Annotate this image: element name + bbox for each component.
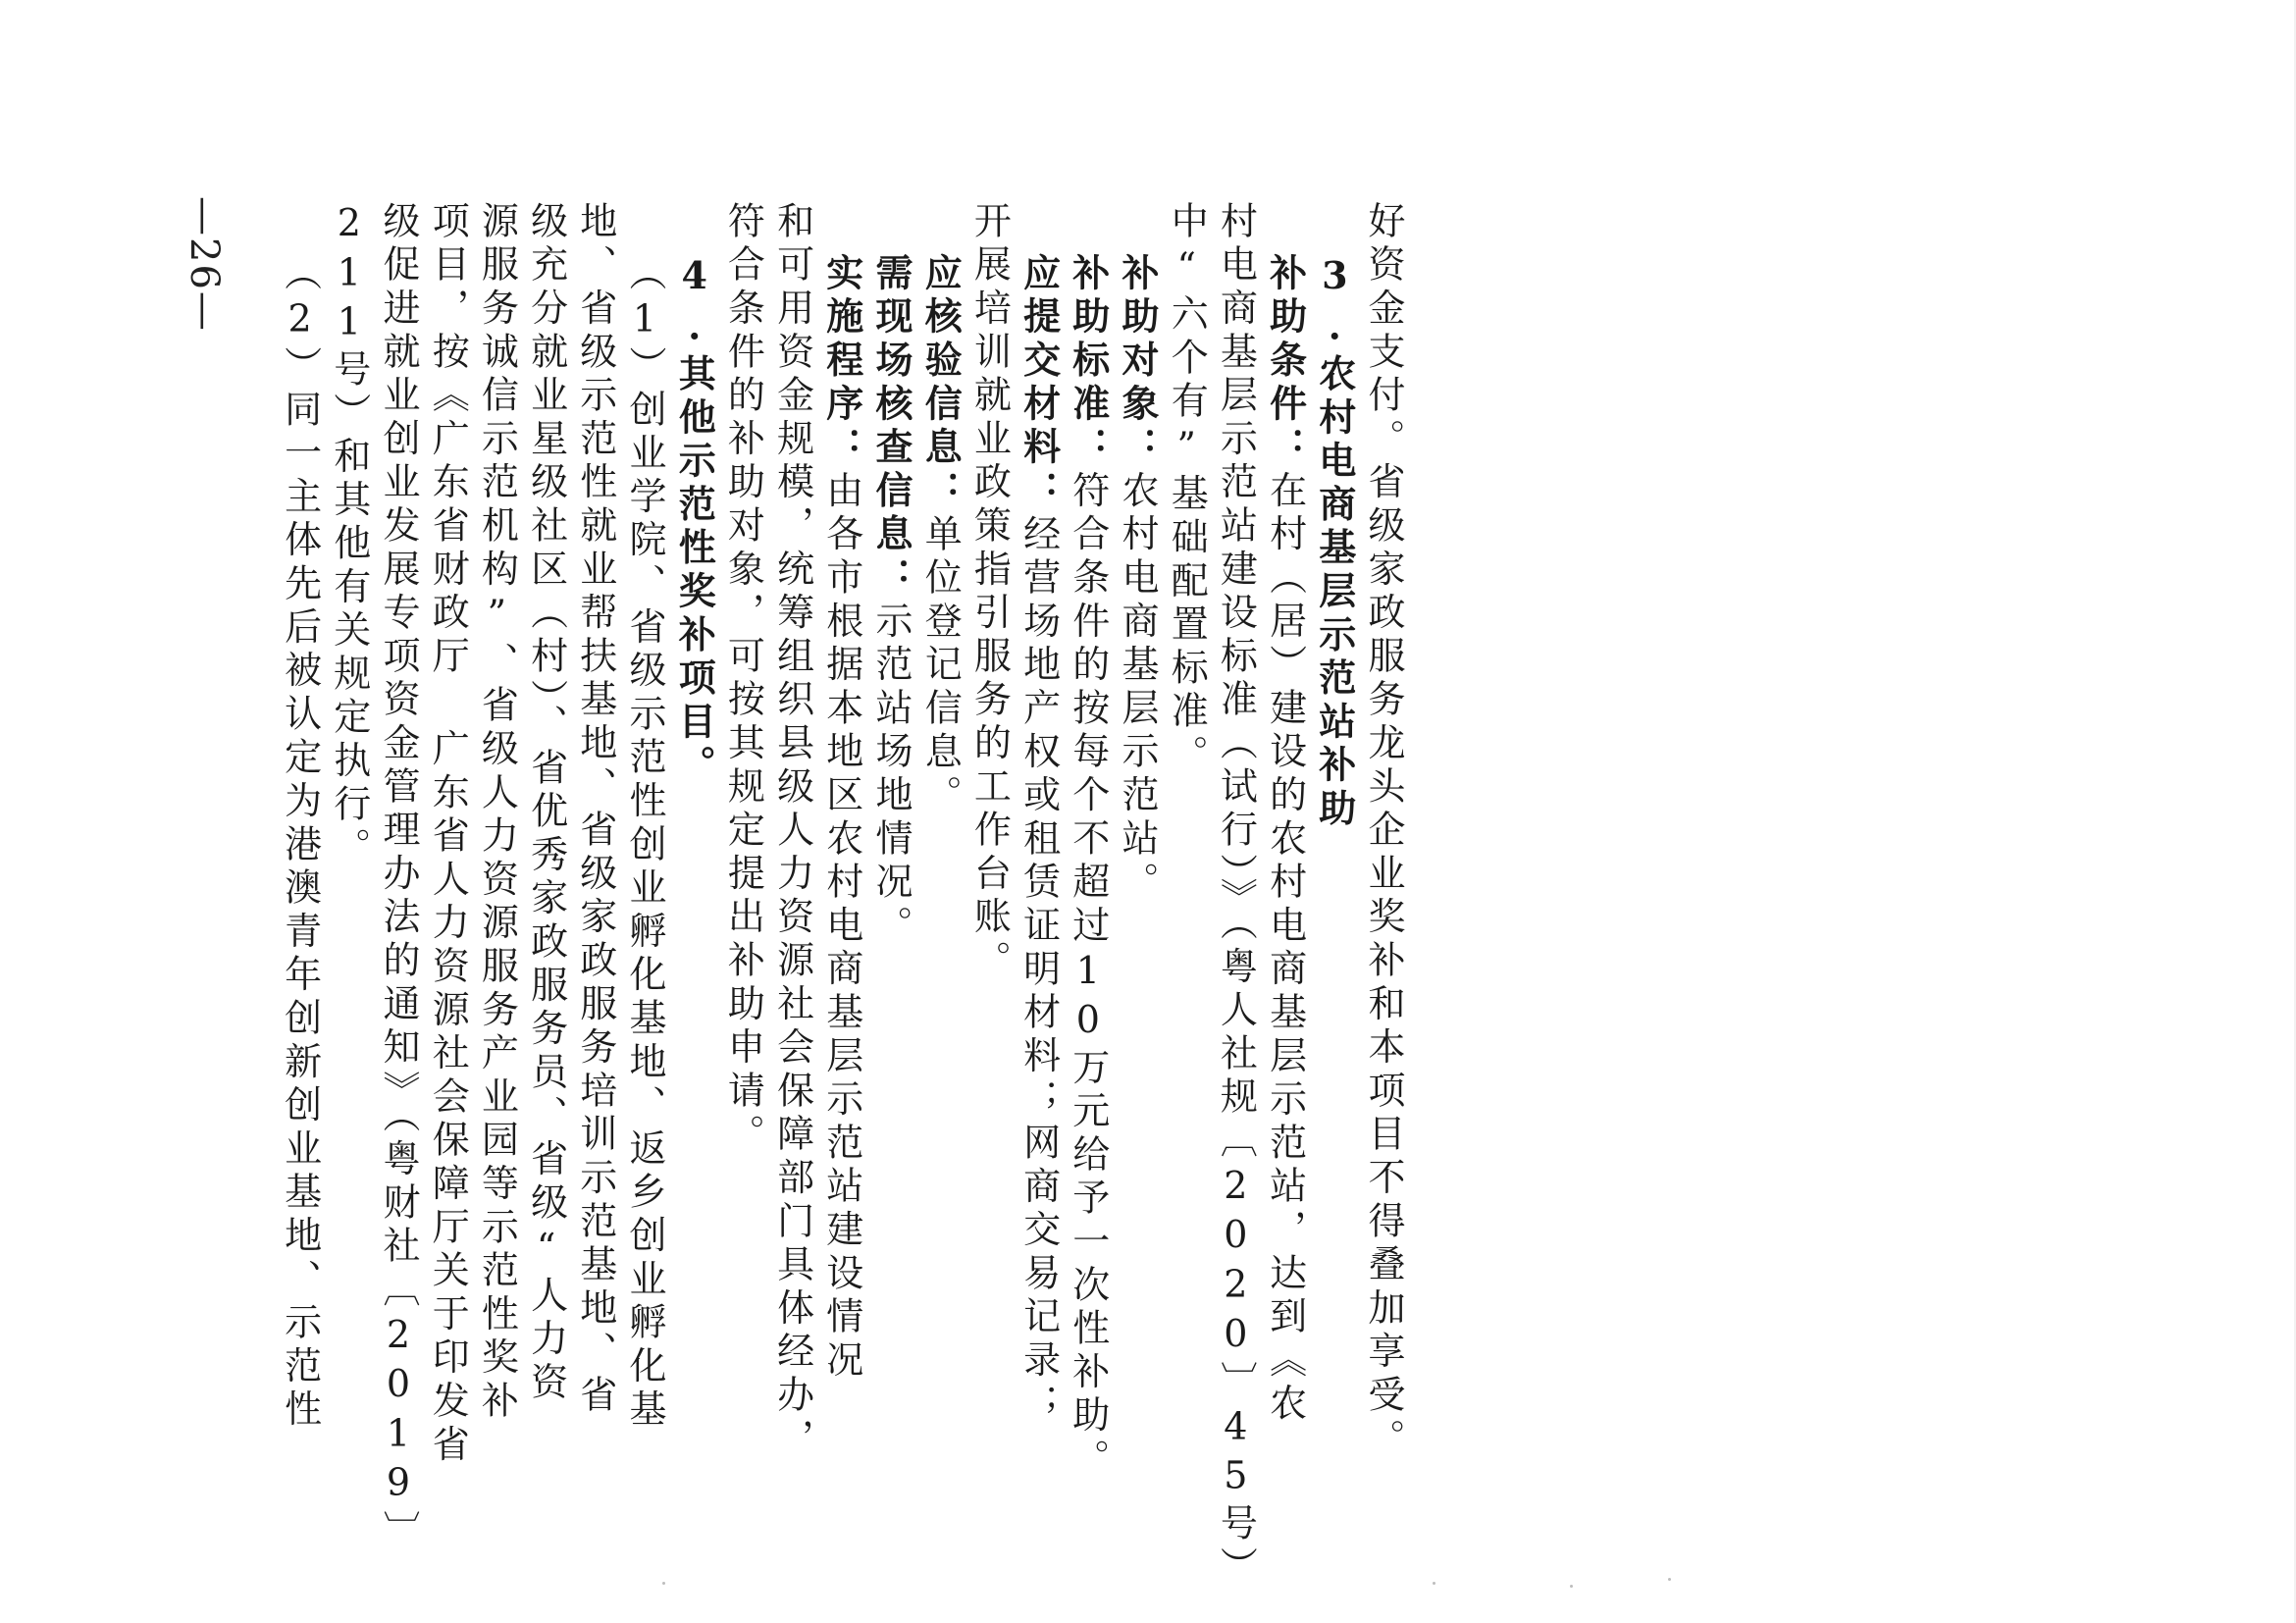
text-segment: 级充分就业星级社区（村）、省优秀家政服务员、省级“人力资 bbox=[524, 201, 568, 1406]
text-segment: 开展培训就业政策指引服务的工作台账。 bbox=[967, 201, 1012, 984]
text-segment: 经营场地产权或租赁证明材料；网商交易记录； bbox=[1017, 513, 1061, 1428]
text-segment: 211号）和其他有关规定执行。 bbox=[327, 201, 371, 871]
text-segment: 由各市根据本地区农村电商基层示范站建设情况 bbox=[819, 470, 863, 1384]
text-segment: 单位登记信息。 bbox=[918, 513, 963, 818]
text-column bbox=[623, 253, 666, 1434]
text-heading-segment: 补助条件： bbox=[1263, 253, 1308, 471]
text-heading-segment: 补助对象： bbox=[1116, 253, 1160, 471]
text-column bbox=[672, 253, 717, 789]
text-column bbox=[524, 201, 568, 1406]
text-heading-segment: 需现场核查信息： bbox=[869, 253, 913, 602]
scan-speck bbox=[662, 1582, 665, 1585]
text-column bbox=[1312, 253, 1357, 832]
text-segment: 农村电商基层示范站。 bbox=[1116, 470, 1159, 906]
text-column bbox=[475, 201, 519, 1425]
text-column bbox=[819, 253, 864, 1384]
text-column bbox=[573, 201, 617, 1419]
scan-speck bbox=[1570, 1585, 1573, 1588]
text-segment: 示范站场地情况。 bbox=[869, 601, 913, 949]
text-segment: 在村（居）建设的农村电商基层示范站，达到《农 bbox=[1263, 470, 1307, 1428]
text-heading-segment: 应提交材料： bbox=[1017, 253, 1062, 514]
text-heading-segment: 应核验信息： bbox=[918, 253, 964, 514]
scan-speck bbox=[1433, 1582, 1435, 1585]
text-column bbox=[1263, 253, 1308, 1428]
text-segment: 级促进就业创业发展专项资金管理办法的通知》（粤财社〔2019〕 bbox=[377, 201, 420, 1554]
text-column bbox=[1362, 201, 1405, 1462]
text-heading-segment: 3.农村电商基层示范站补助 bbox=[1312, 253, 1357, 832]
text-segment: 中“六个有”基础配置标准。 bbox=[1165, 201, 1209, 778]
text-column bbox=[770, 201, 814, 1462]
text-segment: 符合条件的补助对象，可按其规定提出补助申请。 bbox=[721, 201, 765, 1158]
text-column bbox=[426, 201, 470, 1468]
text-heading-segment: 补助标准： bbox=[1066, 253, 1111, 471]
text-column bbox=[1017, 253, 1062, 1428]
text-column bbox=[1066, 253, 1111, 1483]
text-segment: 好资金支付。省级家政服务龙头企业奖补和本项目不得叠加享受。 bbox=[1362, 201, 1405, 1462]
scan-speck bbox=[1668, 1578, 1671, 1581]
text-segment: （1）创业学院、省级示范性创业孵化基地、返乡创业孵化基 bbox=[623, 253, 666, 1434]
text-column bbox=[377, 201, 420, 1554]
text-segment: 地、省级示范性就业帮扶基地、省级家政服务培训示范基地、省 bbox=[573, 201, 617, 1419]
text-segment: 源服务诚信示范机构”、省级人力资源服务产业园等示范性奖补 bbox=[475, 201, 519, 1425]
text-segment: （2）同一主体先后被认定为港澳青年创新创业基地、示范性 bbox=[278, 253, 322, 1434]
text-segment: 村电商基层示范站建设标准（试行）》（粤人社规〔2020〕45号） bbox=[1214, 201, 1258, 1591]
text-column bbox=[918, 253, 964, 818]
text-segment: 符合条件的按每个不超过10万元给予一次性补助。 bbox=[1066, 470, 1110, 1483]
text-column bbox=[278, 253, 322, 1434]
text-column bbox=[1214, 201, 1258, 1591]
text-column bbox=[327, 201, 371, 871]
text-column bbox=[869, 253, 913, 949]
text-column bbox=[1116, 253, 1160, 906]
text-column bbox=[721, 201, 765, 1158]
text-column bbox=[1165, 201, 1209, 778]
text-column bbox=[967, 201, 1012, 984]
text-heading-segment: 实施程序： bbox=[819, 253, 864, 471]
text-heading-segment: 4.其他示范性奖补项目。 bbox=[672, 253, 717, 789]
text-segment: 项目，按《广东省财政厅 广东省人力资源社会保障厅关于印发省 bbox=[426, 201, 470, 1468]
text-segment: 和可用资金规模，统筹组织县级人力资源社会保障部门具体经办， bbox=[770, 201, 814, 1462]
page-number: —26— bbox=[182, 196, 227, 333]
